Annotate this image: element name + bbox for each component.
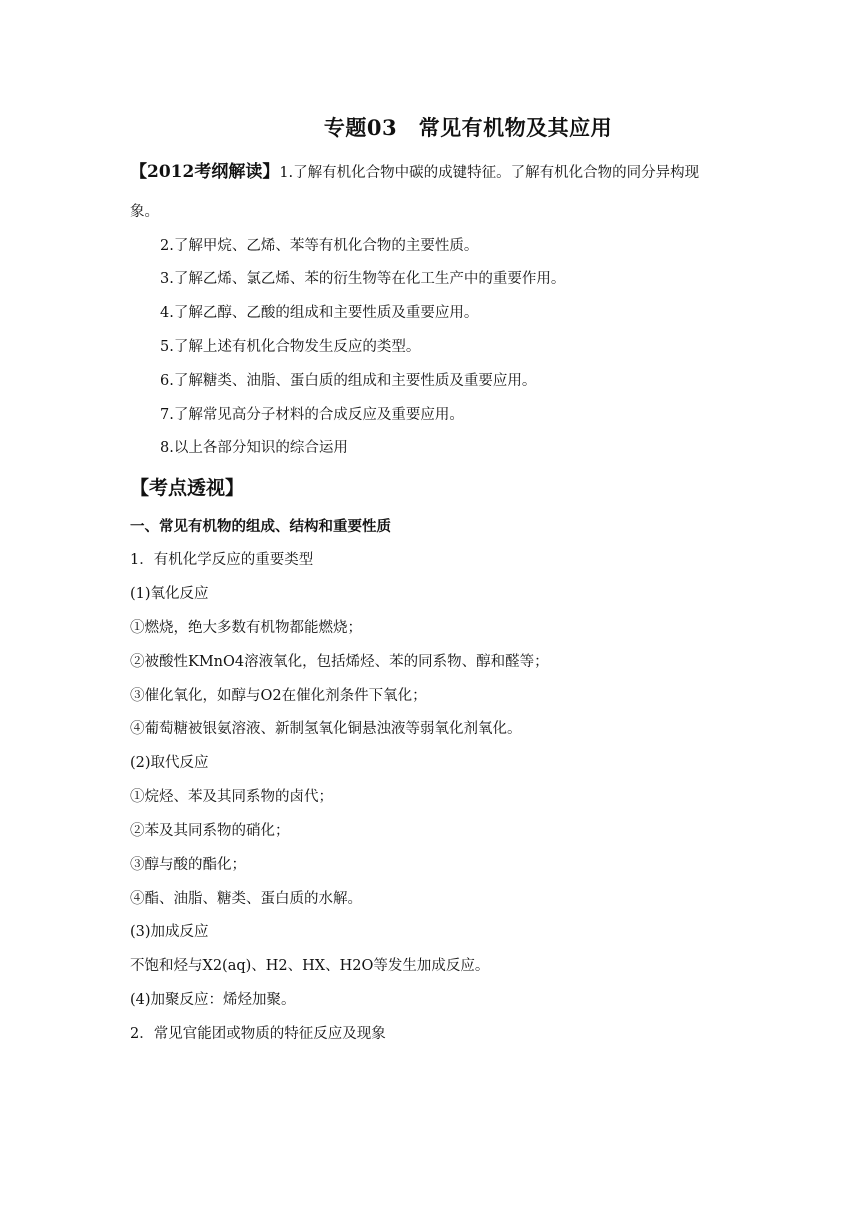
outline-item: 4.了解乙醇、乙酸的组成和主要性质及重要应用。 [160, 305, 479, 321]
outline-item-1: 1.了解有机化合物中碳的成键特征。了解有机化合物的同分异构现 [279, 165, 700, 181]
outline-heading: 【2012考纲解读】 [130, 162, 280, 182]
page-title: 专题03 常见有机物及其应用 [323, 115, 613, 140]
body-line: ②被酸性KMnO4溶液氧化，包括烯烃、苯的同系物、醇和醛等； [130, 654, 549, 670]
body-line: ①燃烧，绝大多数有机物都能燃烧； [130, 620, 362, 636]
outline-item: 2.了解甲烷、乙烯、苯等有机化合物的主要性质。 [160, 238, 479, 254]
outline-item: 7.了解常见高分子材料的合成反应及重要应用。 [160, 407, 464, 423]
body-line: ③催化氧化，如醇与O2在催化剂条件下氧化； [130, 688, 427, 704]
body-line: (2)取代反应 [130, 755, 209, 771]
body-line: ④葡萄糖被银氨溶液、新制氢氧化铜悬浊液等弱氧化剂氧化。 [130, 721, 522, 737]
body-line: (3)加成反应 [130, 924, 209, 940]
section-heading: 一、常见有机物的组成、结构和重要性质 [130, 518, 391, 535]
outline-first-line [130, 162, 699, 183]
outline-item: 3.了解乙烯、氯乙烯、苯的衍生物等在化工生产中的重要作用。 [160, 271, 566, 287]
outline-item-1-continued: 象。 [130, 204, 159, 220]
body-line: 2．常见官能团或物质的特征反应及现象 [130, 1026, 386, 1042]
body-line: (1)氧化反应 [130, 586, 209, 602]
analysis-heading: 【考点透视】 [130, 477, 245, 499]
outline-item: 8.以上各部分知识的综合运用 [160, 440, 348, 456]
body-line: ①烷烃、苯及其同系物的卤代； [130, 789, 333, 805]
body-line: ②苯及其同系物的硝化； [130, 823, 290, 839]
outline-item: 6.了解糖类、油脂、蛋白质的组成和主要性质及重要应用。 [160, 373, 537, 389]
outline-item: 5.了解上述有机化合物发生反应的类型。 [160, 339, 421, 355]
body-line: ④酯、油脂、糖类、蛋白质的水解。 [130, 891, 362, 907]
body-line: 1．有机化学反应的重要类型 [130, 552, 314, 568]
body-line: 不饱和烃与X2(aq)、H2、HX、H2O等发生加成反应。 [130, 958, 490, 974]
body-line: (4)加聚反应：烯烃加聚。 [130, 992, 296, 1008]
body-line: ③醇与酸的酯化； [130, 857, 246, 873]
